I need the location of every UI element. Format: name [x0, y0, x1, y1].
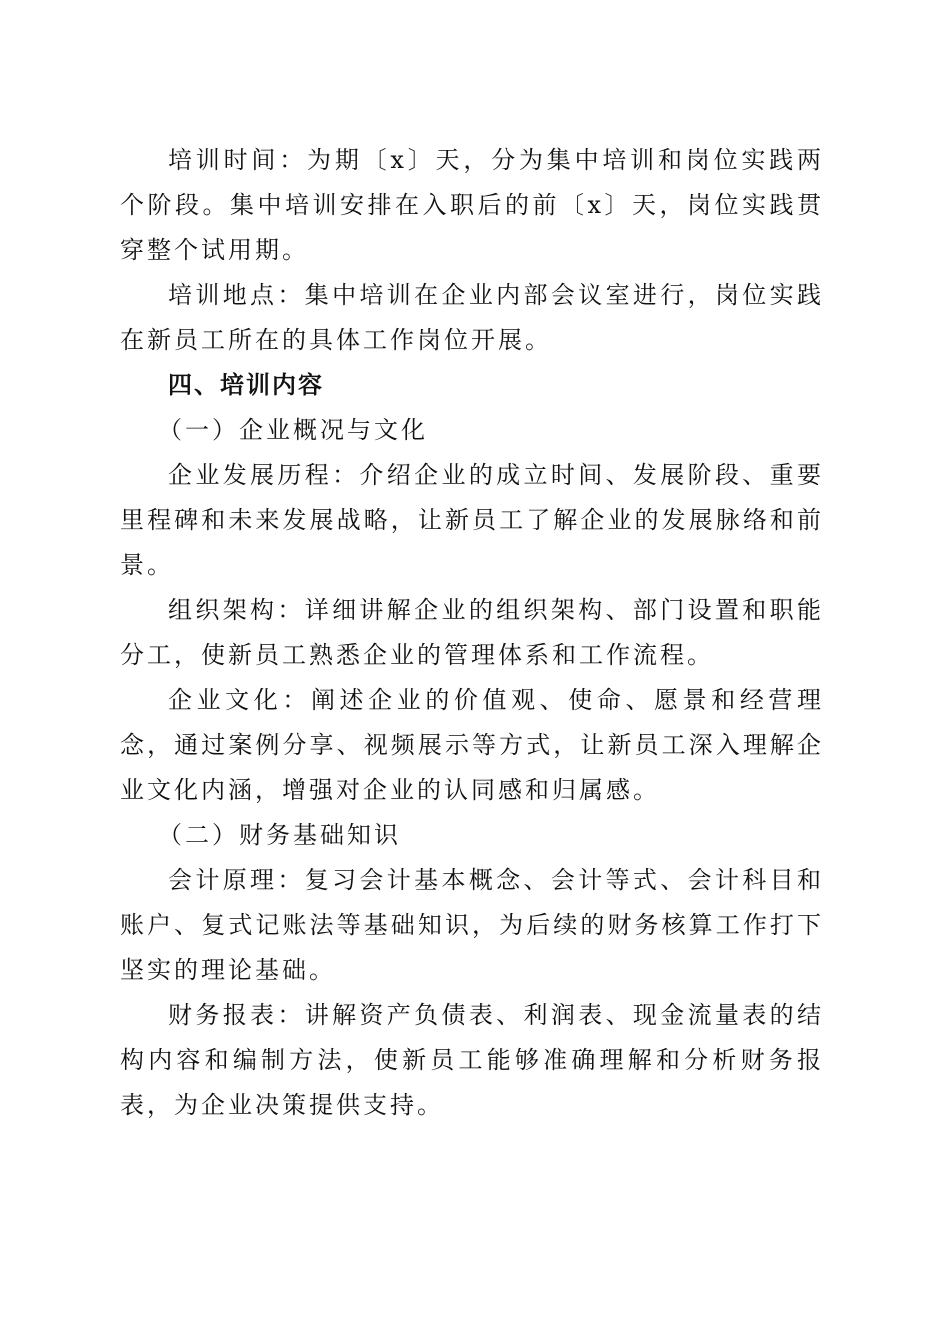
- subheading-company-overview: （一）企业概况与文化: [158, 416, 428, 444]
- paragraph-training-time: 培训时间：为期〔x〕天，分为集中培训和岗位实践两个阶段。集中培训安排在入职后的前〔x〕天，岗位实践贯穿整个试用期。: [120, 146, 824, 264]
- document-page: [120, 138, 824, 1128]
- subheading-finance-basics: （二）财务基础知识: [158, 821, 401, 849]
- section-heading-training-content: 四、培训内容: [168, 371, 324, 399]
- paragraph-training-location: 培训地点：集中培训在企业内部会议室进行，岗位实践在新员工所在的具体工作岗位开展。: [120, 281, 824, 354]
- paragraph-corporate-culture: 企业文化：阐述企业的价值观、使命、愿景和经营理念，通过案例分享、视频展示等方式，让新员工深入理解企业文化内涵，增强对企业的认同感和归属感。: [120, 686, 824, 804]
- paragraph-accounting-principles: 会计原理：复习会计基本概念、会计等式、会计科目和账户、复式记账法等基础知识，为后续的财务核算工作打下坚实的理论基础。: [120, 866, 824, 984]
- paragraph-org-structure: 组织架构：详细讲解企业的组织架构、部门设置和职能分工，使新员工熟悉企业的管理体系和工作流程。: [120, 596, 824, 669]
- paragraph-financial-statements: 财务报表：讲解资产负债表、利润表、现金流量表的结构内容和编制方法，使新员工能够准确理解和分析财务报表，为企业决策提供支持。: [120, 1001, 824, 1119]
- paragraph-company-history: 企业发展历程：介绍企业的成立时间、发展阶段、重要里程碑和未来发展战略，让新员工了解企业的发展脉络和前景。: [120, 461, 824, 579]
